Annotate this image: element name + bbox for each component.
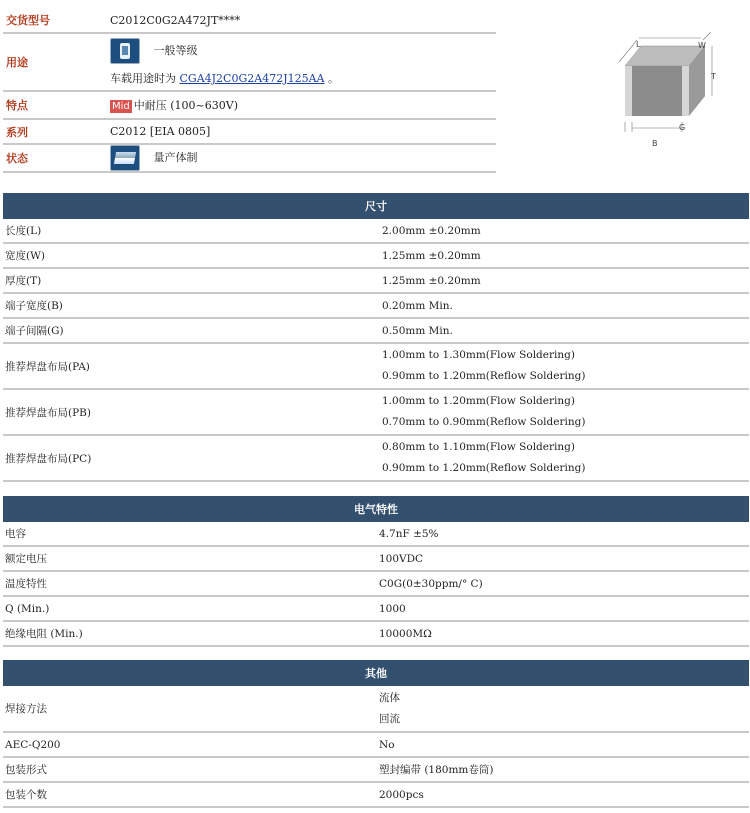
series-value: C2012 [EIA 0805] <box>110 125 211 138</box>
dim-w-label: W <box>698 41 706 50</box>
table-row: 端子间隔(G) 0.50mm Min. <box>3 318 749 343</box>
dim-b-label: B <box>652 139 658 148</box>
table-row: AEC-Q200 No <box>3 732 749 757</box>
electrical-title: 电气特性 <box>3 496 749 522</box>
table-row: 焊接方法 流体 回流 <box>3 686 749 732</box>
size-table <box>3 193 749 482</box>
capacitor-dimension-diagram <box>605 32 720 150</box>
automotive-part-link[interactable]: CGA4J2C0G2A472J125AA <box>179 72 325 85</box>
table-row: 电容 4.7nF ±5% <box>3 522 749 546</box>
table-row: 包装形式 塑封编带 (180mm卷筒) <box>3 757 749 782</box>
table-row: 推荐焊盘布局(PA) 1.00mm to 1.30mm(Flow Soldering) 0.90mm to 1.20mm(Reflow Soldering) <box>3 343 749 389</box>
series-row <box>3 119 496 144</box>
part-number-row <box>3 8 496 33</box>
series-label: 系列 <box>6 125 28 139</box>
status-value: 量产体制 <box>153 151 198 164</box>
table-row: 绝缘电阻 (Min.) 10000MΩ <box>3 621 749 646</box>
electrical-table <box>3 496 749 647</box>
dim-t-label: T <box>711 72 716 81</box>
table-row: 厚度(T) 1.25mm ±0.20mm <box>3 268 749 293</box>
feature-label: 特点 <box>6 99 28 112</box>
table-row: Q (Min.) 1000 <box>3 596 749 621</box>
mass-production-icon <box>110 145 140 171</box>
other-table <box>3 660 749 808</box>
usage-auto-suffix: 。 <box>328 72 339 85</box>
feature-row <box>3 91 496 119</box>
usage-row <box>3 33 496 91</box>
size-title: 尺寸 <box>3 193 749 219</box>
other-title: 其他 <box>3 660 749 686</box>
usage-grade: 一般等级 <box>153 44 198 57</box>
part-number-label: 交货型号 <box>6 14 50 27</box>
general-grade-icon <box>110 38 140 64</box>
part-number-value: C2012C0G2A472JT**** <box>110 13 241 27</box>
mid-voltage-badge: Mid <box>112 101 130 112</box>
table-row: 包装个数 2000pcs <box>3 782 749 807</box>
status-row <box>3 144 496 172</box>
feature-text: 中耐压 (100~630V) <box>133 99 238 112</box>
status-label: 状态 <box>6 152 28 165</box>
table-row: 长度(L) 2.00mm ±0.20mm <box>3 219 749 243</box>
table-row: 推荐焊盘布局(PB) 1.00mm to 1.20mm(Flow Soldering) 0.70mm to 0.90mm(Reflow Soldering) <box>3 389 749 435</box>
table-row: 宽度(W) 1.25mm ±0.20mm <box>3 243 749 268</box>
table-row: 温度特性 C0G(0±30ppm/° C) <box>3 571 749 596</box>
product-info-table <box>3 8 496 173</box>
dim-g-label: G <box>679 123 686 132</box>
dim-l-label: L <box>636 40 641 49</box>
table-row: 端子宽度(B) 0.20mm Min. <box>3 293 749 318</box>
table-row: 额定电压 100VDC <box>3 546 749 571</box>
usage-label: 用途 <box>6 56 28 69</box>
table-row: 推荐焊盘布局(PC) 0.80mm to 1.10mm(Flow Soldering) 0.90mm to 1.20mm(Reflow Soldering) <box>3 435 749 481</box>
usage-auto-prefix: 车载用途时为 <box>110 72 176 85</box>
